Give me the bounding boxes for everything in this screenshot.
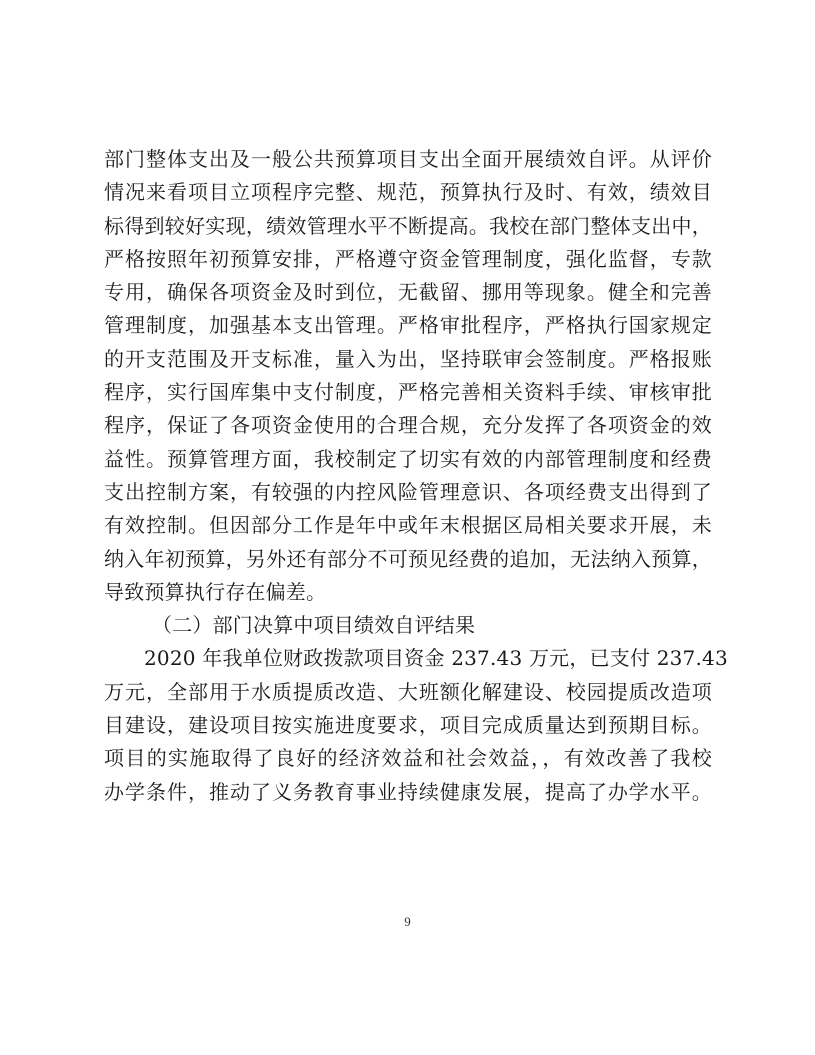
paragraph-line: 纳入年初预算，另外还有部分不可预见经费的追加，无法纳入预算， bbox=[104, 546, 712, 571]
paragraph-line: 管理制度，加强基本支出管理。严格审批程序，严格执行国家规定 bbox=[104, 313, 712, 338]
paragraph-line: 2020 年我单位财政拨款项目资金 237.43 万元，已支付 237.43 bbox=[144, 646, 728, 671]
paragraph-line: 程序，实行国库集中支付制度，严格完善相关资料手续、审核审批 bbox=[104, 380, 712, 405]
paragraph-line: 益性。预算管理方面，我校制定了切实有效的内部管理制度和经费 bbox=[104, 446, 712, 471]
paragraph-line: 部门整体支出及一般公共预算项目支出全面开展绩效自评。从评价 bbox=[104, 147, 712, 171]
paragraph-line: 情况来看项目立项程序完整、规范，预算执行及时、有效，绩效目 bbox=[104, 180, 712, 205]
paragraph-line: 目建设，建设项目按实施进度要求，项目完成质量达到预期目标。 bbox=[104, 713, 712, 738]
paragraph-line: 程序，保证了各项资金使用的合理合规，充分发挥了各项资金的效 bbox=[104, 413, 712, 438]
paragraph-line: 严格按照年初预算安排，严格遵守资金管理制度，强化监督，专款 bbox=[104, 246, 712, 271]
paragraph-line: 办学条件，推动了义务教育事业持续健康发展，提高了办学水平。 bbox=[104, 779, 712, 804]
body-text bbox=[104, 143, 728, 809]
paragraph-line: 项目的实施取得了良好的经济效益和社会效益，，有效改善了我校 bbox=[104, 746, 712, 771]
paragraph-line: 标得到较好实现，绩效管理水平不断提高。我校在部门整体支出中， bbox=[104, 213, 712, 238]
paragraph-line: 万元，全部用于水质提质改造、大班额化解建设、校园提质改造项 bbox=[104, 679, 712, 704]
paragraph-line: 导致预算执行存在偏差。 bbox=[104, 579, 327, 604]
paragraph-line: 支出控制方案，有较强的内控风险管理意识、各项经费支出得到了 bbox=[104, 479, 712, 504]
paragraph-line: 的开支范围及开支标准，量入为出，坚持联审会签制度。严格报账 bbox=[104, 346, 712, 371]
paragraph-line: 有效控制。但因部分工作是年中或年末根据区局相关要求开展，未 bbox=[104, 513, 712, 538]
paragraph-line: 专用，确保各项资金及时到位，无截留、挪用等现象。健全和完善 bbox=[104, 280, 712, 305]
section-heading: （二）部门决算中项目绩效自评结果 bbox=[152, 613, 476, 638]
page-number: 9 bbox=[404, 914, 411, 929]
